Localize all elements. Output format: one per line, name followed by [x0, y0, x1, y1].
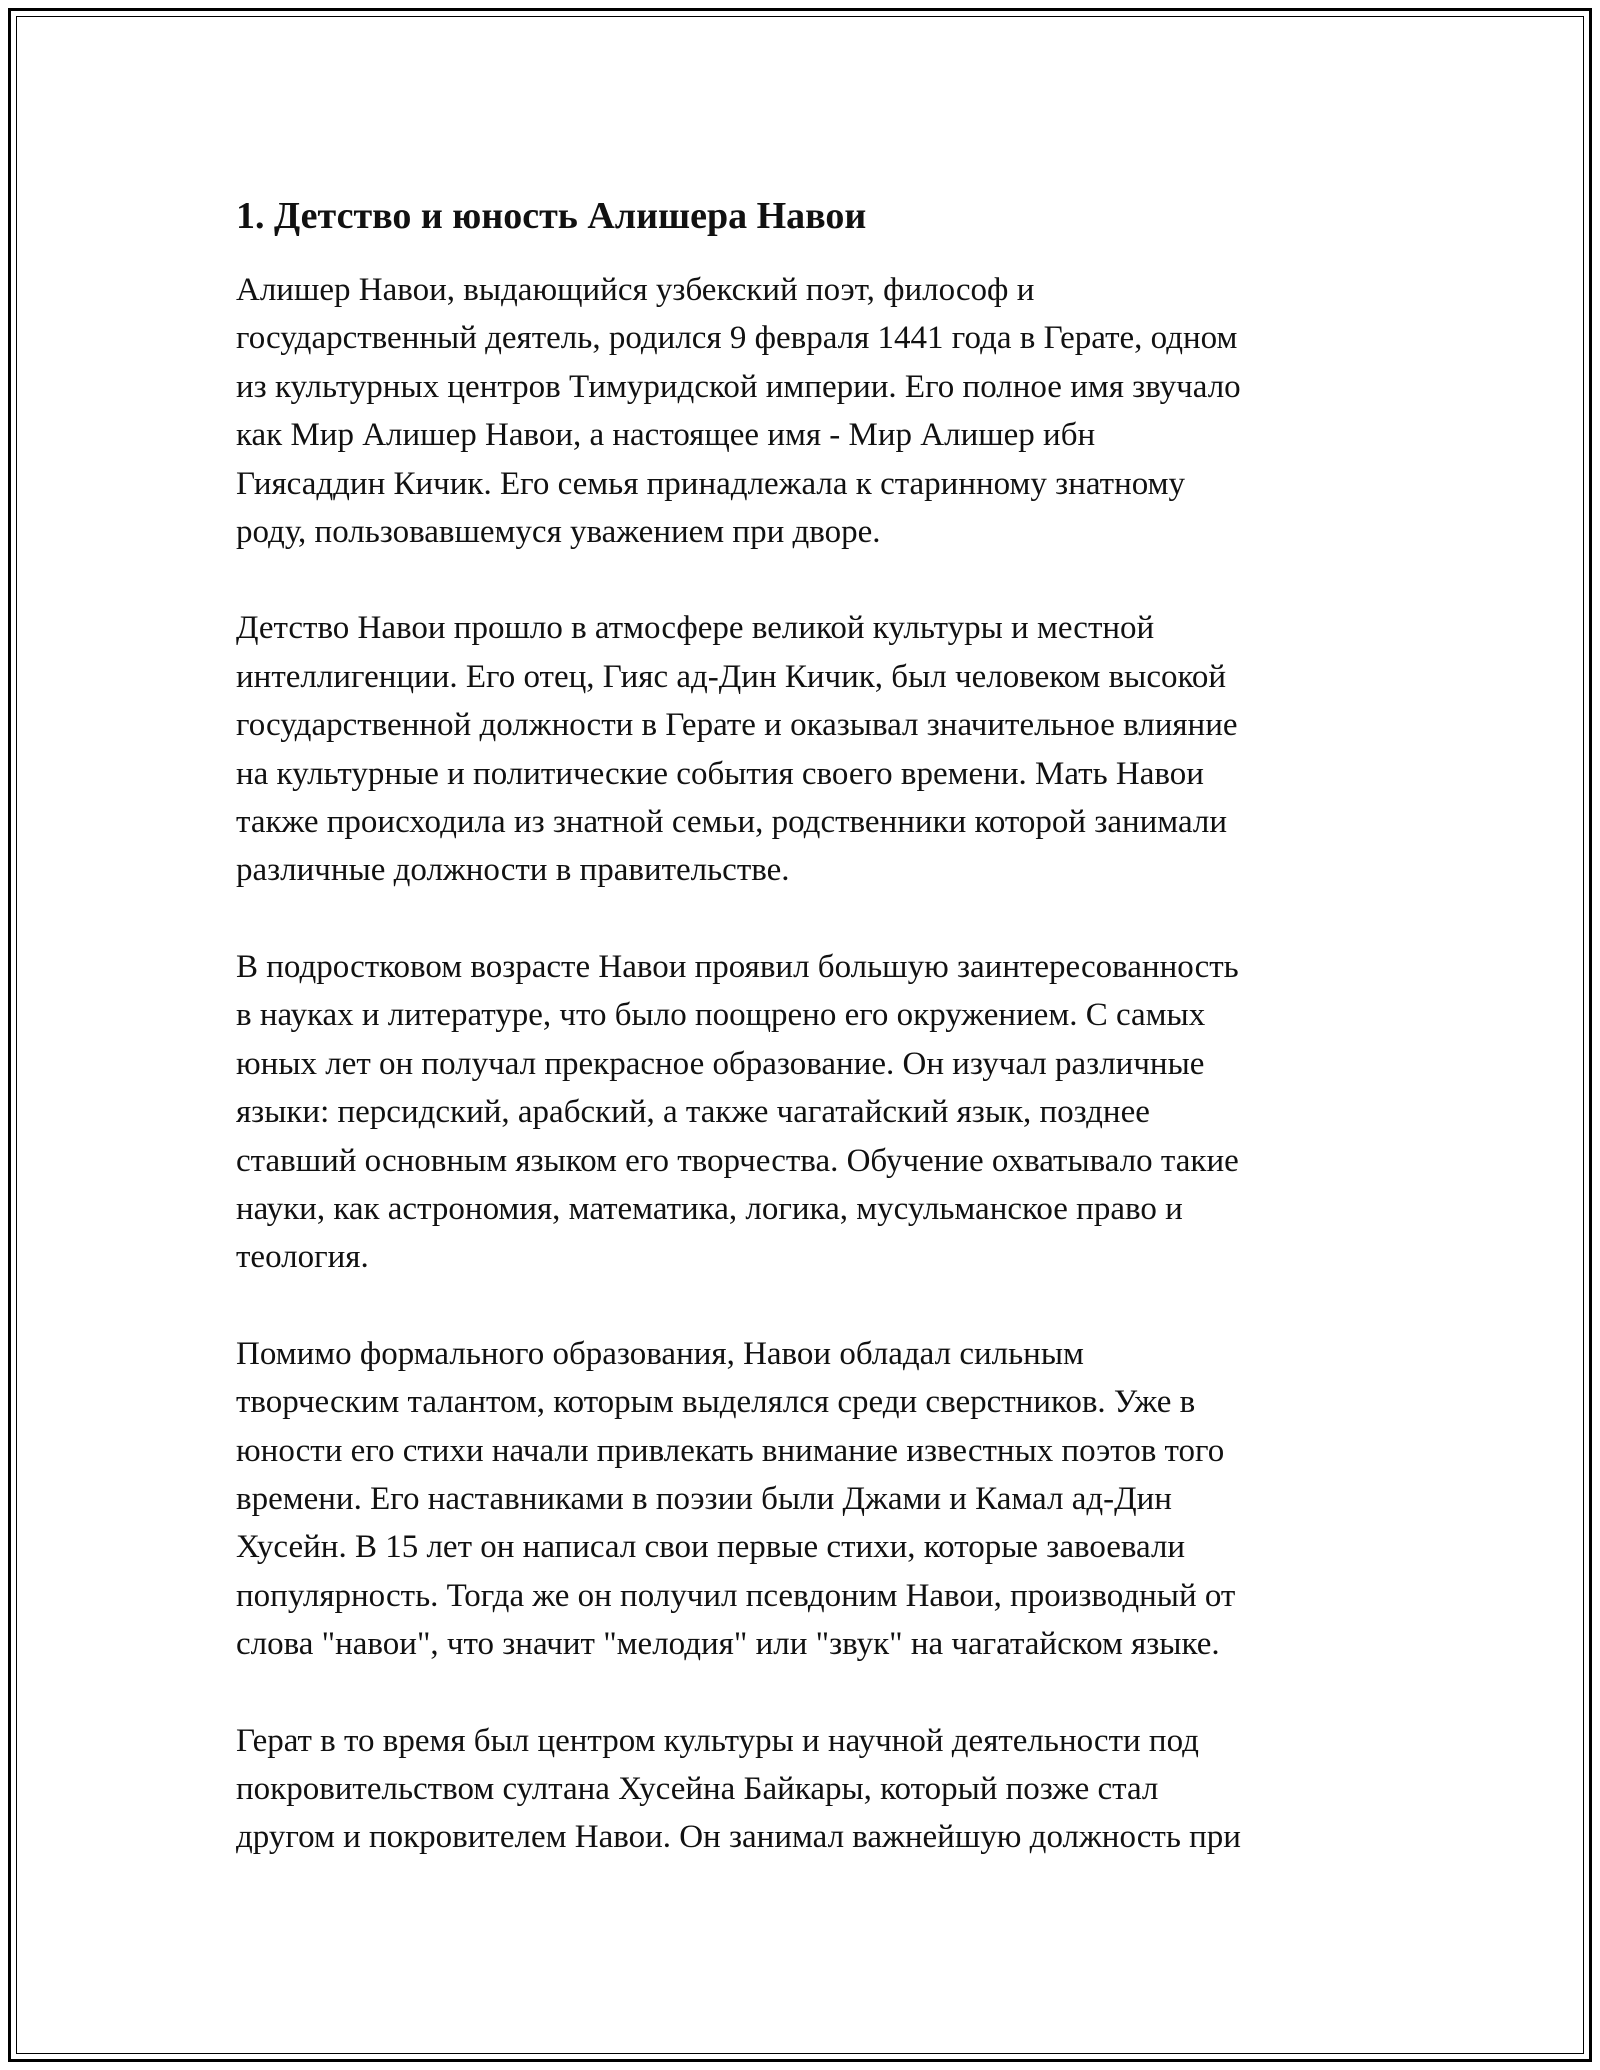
text-line: из культурных центров Тимуридской империи. Его полное имя звучало: [236, 368, 1241, 405]
text-line: языки: персидский, арабский, а также чагатайский язык, позднее: [236, 1094, 1150, 1131]
text-line: роду, пользовавшемуся уважением при дворе.: [236, 514, 881, 551]
text-line: интеллигенции. Его отец, Гияс ад-Дин Кичик, был человеком высокой: [236, 658, 1227, 695]
text-line: государственной должности в Герате и оказывал значительное влияние: [236, 707, 1238, 744]
paragraph-4: [236, 1330, 1386, 1669]
text-line: государственный деятель, родился 9 февраля 1441 года в Герате, одном: [236, 320, 1238, 357]
text-line: науки, как астрономия, математика, логика, мусульманское право и: [236, 1190, 1183, 1227]
document-body: [236, 190, 1386, 1910]
text-line: слова "навои", что значит "мелодия" или "звук" на чагатайском языке.: [236, 1626, 1220, 1663]
text-line: покровительством султана Хусейна Байкары, который позже стал: [236, 1770, 1159, 1807]
section-heading: 1. Детство и юность Алишера Навои: [236, 195, 867, 237]
text-line: Герат в то время был центром культуры и научной деятельности под: [236, 1722, 1199, 1759]
text-line: теология.: [236, 1239, 369, 1276]
text-line: на культурные и политические события своего времени. Мать Навои: [236, 755, 1204, 792]
text-line: Детство Навои прошло в атмосфере великой культуры и местной: [236, 610, 1155, 647]
text-line: Помимо формального образования, Навои обладал сильным: [236, 1335, 1084, 1372]
text-line: времени. Его наставниками в поэзии были Джами и Камал ад-Дин: [236, 1480, 1172, 1517]
text-line: различные должности в правительстве.: [236, 852, 790, 889]
text-line: другом и покровителем Навои. Он занимал важнейшую должность при: [236, 1819, 1241, 1856]
text-line: В подростковом возрасте Навои проявил большую заинтересованность: [236, 948, 1239, 985]
text-line: Хусейн. В 15 лет он написал свои первые стихи, которые завоевали: [236, 1529, 1186, 1566]
text-line: юных лет он получал прекрасное образование. Он изучал различные: [236, 1045, 1205, 1082]
text-line: также происходила из знатной семьи, родственники которой занимали: [236, 804, 1228, 841]
text-line: популярность. Тогда же он получил псевдоним Навои, производный от: [236, 1577, 1236, 1614]
paragraph-1: [236, 266, 1386, 556]
text-line: юности его стихи начали привлекать внимание известных поэтов того: [236, 1432, 1225, 1469]
paragraph-3: [236, 943, 1386, 1282]
paragraph-2: [236, 604, 1386, 894]
text-line: ставший основным языком его творчества. Обучение охватывало такие: [236, 1142, 1239, 1179]
text-line: Гиясаддин Кичик. Его семья принадлежала к старинному знатному: [236, 465, 1185, 502]
text-line: творческим талантом, которым выделялся среди сверстников. Уже в: [236, 1384, 1196, 1421]
text-line: в науках и литературе, что было поощрено его окружением. С самых: [236, 997, 1206, 1034]
text-line: как Мир Алишер Навои, а настоящее имя - Мир Алишер ибн: [236, 417, 1096, 454]
paragraph-5: [236, 1717, 1386, 1862]
text-line: Алишер Навои, выдающийся узбекский поэт, философ и: [236, 272, 1035, 308]
